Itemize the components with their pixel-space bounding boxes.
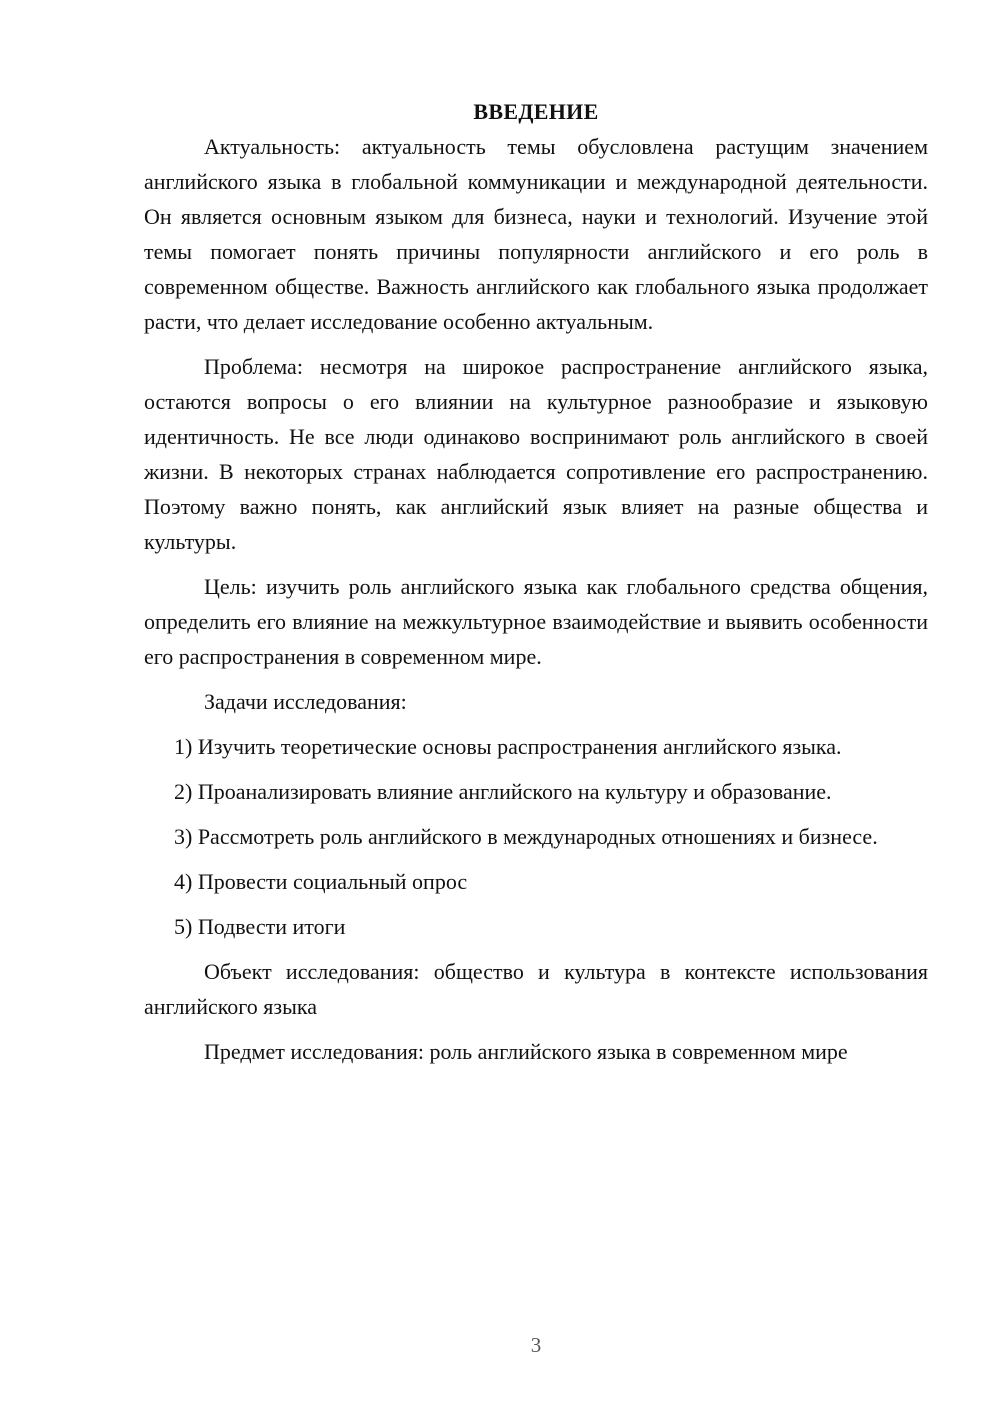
task-item-2: 2) Проанализировать влияние английского на культуру и образование.	[174, 779, 832, 804]
page-content	[144, 94, 928, 1069]
page-number: 3	[530, 1333, 542, 1357]
task-item-3: 3) Рассмотреть роль английского в международных отношениях и бизнесе.	[174, 824, 878, 849]
object-paragraph: Объект исследования: общество и культура в контексте использования английского языка	[144, 959, 928, 1019]
task-item-5: 5) Подвести итоги	[174, 914, 346, 939]
tasks-heading: Задачи исследования:	[204, 689, 407, 714]
task-item-1: 1) Изучить теоретические основы распространения английского языка.	[174, 734, 842, 759]
goal-paragraph: Цель: изучить роль английского языка как глобального средства общения, определить его влияние на межкультурное взаимодействие и выявить особенности его распространения в современном мире.	[144, 574, 928, 669]
page-title: ВВЕДЕНИЕ	[473, 99, 599, 124]
subject-paragraph: Предмет исследования: роль английского языка в современном мире	[204, 1039, 848, 1064]
problem-paragraph: Проблема: несмотря на широкое распространение английского языка, остаются вопросы о его влиянии на культурное разнообразие и языковую идентичность. Не все люди одинаково воспринимают роль английского в своей жизни. В некоторых странах наблюдается сопротивление его распространению. Поэтому важно понять, как английский язык влияет на разные общества и культуры.	[144, 354, 928, 554]
relevance-paragraph: Актуальность: актуальность темы обусловлена растущим значением английского языка в глобальной коммуникации и международной деятельности. Он является основным языком для бизнеса, науки и технологий. Изучение этой темы помогает понять причины популярности английского и его роль в современном обществе. Важность английского как глобального языка продолжает расти, что делает исследование особенно актуальным.	[144, 134, 928, 334]
task-item-4: 4) Провести социальный опрос	[174, 869, 468, 894]
